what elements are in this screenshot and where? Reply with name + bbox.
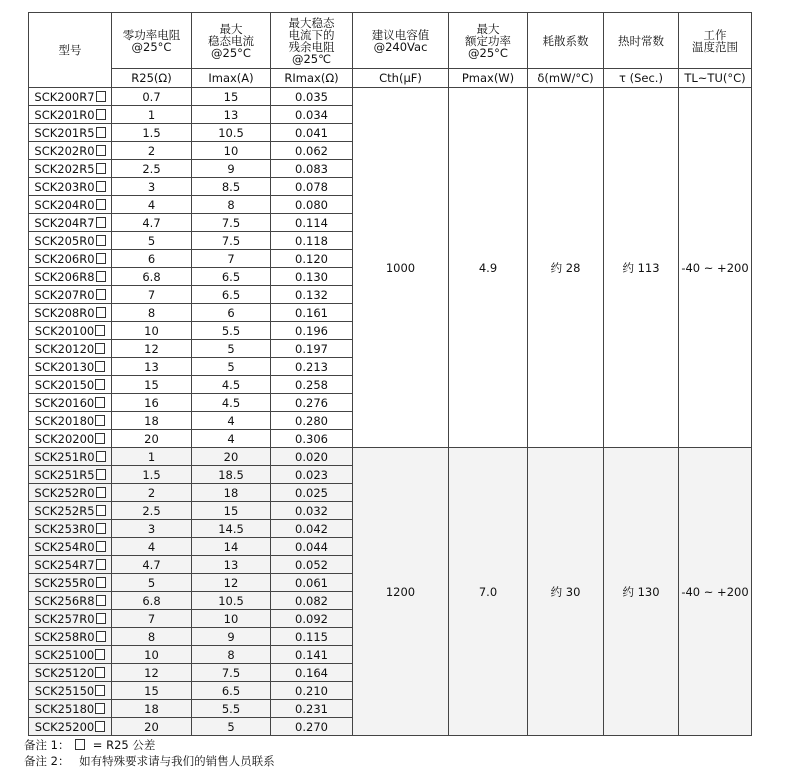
model-cell xyxy=(29,394,112,412)
symbol-delta: δ(mW/°C) xyxy=(528,69,604,88)
model-name: SCK202R5 xyxy=(34,161,95,176)
model-cell xyxy=(29,358,112,376)
tolerance-box-icon xyxy=(96,577,106,588)
tolerance-box-icon xyxy=(96,289,106,300)
rimax-cell: 0.020 xyxy=(271,448,353,466)
tolerance-box-icon xyxy=(75,739,85,750)
model-cell xyxy=(29,232,112,250)
tolerance-box-icon xyxy=(96,253,106,264)
tolerance-box-icon xyxy=(96,541,106,552)
symbol-pmax: Pmax(W) xyxy=(449,69,528,88)
model-cell xyxy=(29,376,112,394)
model-cell xyxy=(29,106,112,124)
rimax-cell: 0.306 xyxy=(271,430,353,448)
rimax-cell: 0.141 xyxy=(271,646,353,664)
model-name: SCK204R0 xyxy=(34,197,95,212)
tolerance-box-icon xyxy=(96,181,106,192)
imax-cell: 10.5 xyxy=(192,592,271,610)
rimax-cell: 0.132 xyxy=(271,286,353,304)
imax-cell: 5 xyxy=(192,718,271,736)
r25-cell: 15 xyxy=(112,376,192,394)
header-tau: 热时常数 xyxy=(604,13,679,69)
model-name: SCK20100 xyxy=(34,323,95,338)
rimax-cell: 0.034 xyxy=(271,106,353,124)
imax-cell: 4.5 xyxy=(192,376,271,394)
model-name: SCK207R0 xyxy=(34,287,95,302)
imax-cell: 13 xyxy=(192,556,271,574)
rimax-cell: 0.276 xyxy=(271,394,353,412)
imax-cell: 6.5 xyxy=(192,286,271,304)
rimax-cell: 0.078 xyxy=(271,178,353,196)
model-cell xyxy=(29,700,112,718)
imax-cell: 4.5 xyxy=(192,394,271,412)
footnotes xyxy=(24,737,275,769)
header-r25: 零功率电阻 @25°C xyxy=(112,13,192,69)
r25-cell: 5 xyxy=(112,232,192,250)
tolerance-box-icon xyxy=(95,685,105,696)
imax-cell: 14 xyxy=(192,538,271,556)
rimax-cell: 0.258 xyxy=(271,376,353,394)
tolerance-box-icon xyxy=(96,559,106,570)
model-cell xyxy=(29,340,112,358)
imax-cell: 8 xyxy=(192,196,271,214)
rimax-cell: 0.115 xyxy=(271,628,353,646)
imax-cell: 12 xyxy=(192,574,271,592)
rimax-cell: 0.270 xyxy=(271,718,353,736)
r25-cell: 1.5 xyxy=(112,124,192,142)
imax-cell: 7.5 xyxy=(192,664,271,682)
model-cell xyxy=(29,268,112,286)
imax-cell: 8 xyxy=(192,646,271,664)
r25-cell: 16 xyxy=(112,394,192,412)
model-cell xyxy=(29,574,112,592)
tolerance-box-icon xyxy=(96,613,106,624)
cth-cell: 1000 xyxy=(353,88,449,448)
model-cell xyxy=(29,466,112,484)
imax-cell: 18.5 xyxy=(192,466,271,484)
imax-cell: 7 xyxy=(192,250,271,268)
r25-cell: 6 xyxy=(112,250,192,268)
symbol-tau: τ (Sec.) xyxy=(604,69,679,88)
model-name: SCK25100 xyxy=(34,647,95,662)
rimax-cell: 0.025 xyxy=(271,484,353,502)
model-cell xyxy=(29,520,112,538)
model-name: SCK204R7 xyxy=(34,215,95,230)
rimax-cell: 0.082 xyxy=(271,592,353,610)
rimax-cell: 0.197 xyxy=(271,340,353,358)
r25-cell: 10 xyxy=(112,322,192,340)
r25-cell: 1 xyxy=(112,106,192,124)
model-cell xyxy=(29,430,112,448)
model-name: SCK254R7 xyxy=(34,557,95,572)
tolerance-box-icon xyxy=(96,127,106,138)
note-1-label: 备注 1： xyxy=(24,738,70,752)
imax-cell: 14.5 xyxy=(192,520,271,538)
rimax-cell: 0.042 xyxy=(271,520,353,538)
r25-cell: 1.5 xyxy=(112,466,192,484)
r25-cell: 13 xyxy=(112,358,192,376)
rimax-cell: 0.041 xyxy=(271,124,353,142)
imax-cell: 4 xyxy=(192,430,271,448)
header-model: 型号 xyxy=(29,13,112,88)
tolerance-box-icon xyxy=(95,721,105,732)
tolerance-box-icon xyxy=(96,595,106,606)
symbol-imax: Imax(A) xyxy=(192,69,271,88)
model-cell xyxy=(29,412,112,430)
header-imax: 最大 稳态电流 @25°C xyxy=(192,13,271,69)
tau-cell: 约 130 xyxy=(604,448,679,736)
imax-cell: 5 xyxy=(192,340,271,358)
model-cell xyxy=(29,250,112,268)
imax-cell: 15 xyxy=(192,88,271,106)
imax-cell: 15 xyxy=(192,502,271,520)
r25-cell: 10 xyxy=(112,646,192,664)
tolerance-box-icon xyxy=(95,343,105,354)
model-name: SCK251R0 xyxy=(34,449,95,464)
tolerance-box-icon xyxy=(96,469,106,480)
tolerance-box-icon xyxy=(96,199,106,210)
imax-cell: 20 xyxy=(192,448,271,466)
imax-cell: 6.5 xyxy=(192,268,271,286)
r25-cell: 12 xyxy=(112,340,192,358)
r25-cell: 4.7 xyxy=(112,214,192,232)
r25-cell: 3 xyxy=(112,520,192,538)
model-name: SCK25150 xyxy=(34,683,95,698)
tolerance-box-icon xyxy=(95,649,105,660)
header-symbol-row xyxy=(29,69,752,88)
r25-cell: 4 xyxy=(112,196,192,214)
r25-cell: 3 xyxy=(112,178,192,196)
model-name: SCK206R0 xyxy=(34,251,95,266)
rimax-cell: 0.062 xyxy=(271,142,353,160)
model-cell xyxy=(29,304,112,322)
rimax-cell: 0.083 xyxy=(271,160,353,178)
imax-cell: 9 xyxy=(192,628,271,646)
tolerance-box-icon xyxy=(95,433,105,444)
r25-cell: 6.8 xyxy=(112,268,192,286)
r25-cell: 18 xyxy=(112,412,192,430)
model-cell xyxy=(29,214,112,232)
table-row xyxy=(29,448,752,466)
r25-cell: 5 xyxy=(112,574,192,592)
tolerance-box-icon xyxy=(96,163,106,174)
model-name: SCK252R5 xyxy=(34,503,95,518)
model-cell xyxy=(29,124,112,142)
rimax-cell: 0.052 xyxy=(271,556,353,574)
group-sck20 xyxy=(29,88,752,448)
rimax-cell: 0.196 xyxy=(271,322,353,340)
rimax-cell: 0.044 xyxy=(271,538,353,556)
model-cell xyxy=(29,286,112,304)
model-cell xyxy=(29,196,112,214)
rimax-cell: 0.120 xyxy=(271,250,353,268)
model-name: SCK20160 xyxy=(34,395,95,410)
cth-cell: 1200 xyxy=(353,448,449,736)
header-title-row xyxy=(29,13,752,69)
symbol-cth: Cth(μF) xyxy=(353,69,449,88)
tau-cell: 约 113 xyxy=(604,88,679,448)
delta-cell: 约 28 xyxy=(528,88,604,448)
tolerance-box-icon xyxy=(96,487,106,498)
tolerance-box-icon xyxy=(96,109,106,120)
model-name: SCK20130 xyxy=(34,359,95,374)
note-2 xyxy=(24,753,275,769)
r25-cell: 15 xyxy=(112,682,192,700)
rimax-cell: 0.161 xyxy=(271,304,353,322)
model-name: SCK258R0 xyxy=(34,629,95,644)
model-cell xyxy=(29,160,112,178)
model-cell xyxy=(29,556,112,574)
imax-cell: 5.5 xyxy=(192,700,271,718)
imax-cell: 18 xyxy=(192,484,271,502)
model-name: SCK252R0 xyxy=(34,485,95,500)
r25-cell: 8 xyxy=(112,628,192,646)
group-sck25 xyxy=(29,448,752,736)
r25-cell: 12 xyxy=(112,664,192,682)
imax-cell: 7.5 xyxy=(192,214,271,232)
imax-cell: 4 xyxy=(192,412,271,430)
r25-cell: 6.8 xyxy=(112,592,192,610)
rimax-cell: 0.130 xyxy=(271,268,353,286)
model-name: SCK20180 xyxy=(34,413,95,428)
note-2-text: 如有特殊要求请与我们的销售人员联系 xyxy=(79,754,275,768)
note-1-text: = R25 公差 xyxy=(92,738,156,752)
rimax-cell: 0.080 xyxy=(271,196,353,214)
header-pmax: 最大 额定功率 @25°C xyxy=(449,13,528,69)
model-name: SCK254R0 xyxy=(34,539,95,554)
model-cell xyxy=(29,538,112,556)
model-cell xyxy=(29,646,112,664)
rimax-cell: 0.118 xyxy=(271,232,353,250)
imax-cell: 7.5 xyxy=(192,232,271,250)
model-name: SCK208R0 xyxy=(34,305,95,320)
tolerance-box-icon xyxy=(96,451,106,462)
note-1 xyxy=(24,737,275,753)
r25-cell: 20 xyxy=(112,430,192,448)
symbol-r25: R25(Ω) xyxy=(112,69,192,88)
imax-cell: 13 xyxy=(192,106,271,124)
model-cell xyxy=(29,448,112,466)
r25-cell: 2 xyxy=(112,142,192,160)
tolerance-box-icon xyxy=(96,523,106,534)
note-2-label: 备注 2： xyxy=(24,754,70,768)
rimax-cell: 0.213 xyxy=(271,358,353,376)
rimax-cell: 0.164 xyxy=(271,664,353,682)
tolerance-box-icon xyxy=(96,235,106,246)
model-cell xyxy=(29,664,112,682)
imax-cell: 6 xyxy=(192,304,271,322)
rimax-cell: 0.092 xyxy=(271,610,353,628)
imax-cell: 10.5 xyxy=(192,124,271,142)
imax-cell: 9 xyxy=(192,160,271,178)
r25-cell: 20 xyxy=(112,718,192,736)
imax-cell: 5.5 xyxy=(192,322,271,340)
header-delta: 耗散系数 xyxy=(528,13,604,69)
model-cell xyxy=(29,484,112,502)
tolerance-box-icon xyxy=(95,703,105,714)
model-name: SCK202R0 xyxy=(34,143,95,158)
tolerance-box-icon xyxy=(96,217,106,228)
model-name: SCK201R0 xyxy=(34,107,95,122)
model-name: SCK203R0 xyxy=(34,179,95,194)
model-name: SCK25200 xyxy=(34,719,95,734)
model-name: SCK25180 xyxy=(34,701,95,716)
rimax-cell: 0.023 xyxy=(271,466,353,484)
tolerance-box-icon xyxy=(95,397,105,408)
model-cell xyxy=(29,178,112,196)
delta-cell: 约 30 xyxy=(528,448,604,736)
model-name: SCK206R8 xyxy=(34,269,95,284)
rimax-cell: 0.114 xyxy=(271,214,353,232)
imax-cell: 6.5 xyxy=(192,682,271,700)
model-name: SCK20200 xyxy=(34,431,95,446)
model-cell xyxy=(29,610,112,628)
model-cell xyxy=(29,142,112,160)
model-cell xyxy=(29,322,112,340)
header-temp: 工作 温度范围 xyxy=(679,13,752,69)
r25-cell: 4 xyxy=(112,538,192,556)
header-rimax: 最大稳态 电流下的 残余电阻 @25℃ xyxy=(271,13,353,69)
spec-table xyxy=(28,12,752,736)
header-cth: 建议电容值 @240Vac xyxy=(353,13,449,69)
r25-cell: 8 xyxy=(112,304,192,322)
rimax-cell: 0.210 xyxy=(271,682,353,700)
model-name: SCK200R7 xyxy=(34,89,95,104)
model-cell xyxy=(29,502,112,520)
imax-cell: 10 xyxy=(192,142,271,160)
tolerance-box-icon xyxy=(96,505,106,516)
r25-cell: 2.5 xyxy=(112,160,192,178)
r25-cell: 7 xyxy=(112,286,192,304)
model-cell xyxy=(29,88,112,106)
tolerance-box-icon xyxy=(96,91,106,102)
model-name: SCK205R0 xyxy=(34,233,95,248)
rimax-cell: 0.035 xyxy=(271,88,353,106)
model-cell xyxy=(29,682,112,700)
temp-cell: -40 ~ +200 xyxy=(679,448,752,736)
tolerance-box-icon xyxy=(96,307,106,318)
tolerance-box-icon xyxy=(95,325,105,336)
model-name: SCK20150 xyxy=(34,377,95,392)
r25-cell: 7 xyxy=(112,610,192,628)
rimax-cell: 0.061 xyxy=(271,574,353,592)
r25-cell: 0.7 xyxy=(112,88,192,106)
symbol-rimax: RImax(Ω) xyxy=(271,69,353,88)
tolerance-box-icon xyxy=(95,415,105,426)
model-name: SCK256R8 xyxy=(34,593,95,608)
temp-cell: -40 ~ +200 xyxy=(679,88,752,448)
imax-cell: 10 xyxy=(192,610,271,628)
pmax-cell: 4.9 xyxy=(449,88,528,448)
model-cell xyxy=(29,592,112,610)
imax-cell: 5 xyxy=(192,358,271,376)
pmax-cell: 7.0 xyxy=(449,448,528,736)
rimax-cell: 0.032 xyxy=(271,502,353,520)
model-cell xyxy=(29,718,112,736)
tolerance-box-icon xyxy=(96,631,106,642)
rimax-cell: 0.280 xyxy=(271,412,353,430)
tolerance-box-icon xyxy=(95,361,105,372)
model-name: SCK253R0 xyxy=(34,521,95,536)
tolerance-box-icon xyxy=(96,145,106,156)
model-cell xyxy=(29,628,112,646)
model-name: SCK257R0 xyxy=(34,611,95,626)
r25-cell: 4.7 xyxy=(112,556,192,574)
r25-cell: 1 xyxy=(112,448,192,466)
table-row xyxy=(29,88,752,106)
r25-cell: 18 xyxy=(112,700,192,718)
symbol-temp: TL~TU(°C) xyxy=(679,69,752,88)
model-name: SCK20120 xyxy=(34,341,95,356)
model-name: SCK255R0 xyxy=(34,575,95,590)
imax-cell: 8.5 xyxy=(192,178,271,196)
model-name: SCK251R5 xyxy=(34,467,95,482)
r25-cell: 2 xyxy=(112,484,192,502)
tolerance-box-icon xyxy=(95,379,105,390)
tolerance-box-icon xyxy=(95,667,105,678)
model-name: SCK201R5 xyxy=(34,125,95,140)
r25-cell: 2.5 xyxy=(112,502,192,520)
rimax-cell: 0.231 xyxy=(271,700,353,718)
model-name: SCK25120 xyxy=(34,665,95,680)
tolerance-box-icon xyxy=(96,271,106,282)
